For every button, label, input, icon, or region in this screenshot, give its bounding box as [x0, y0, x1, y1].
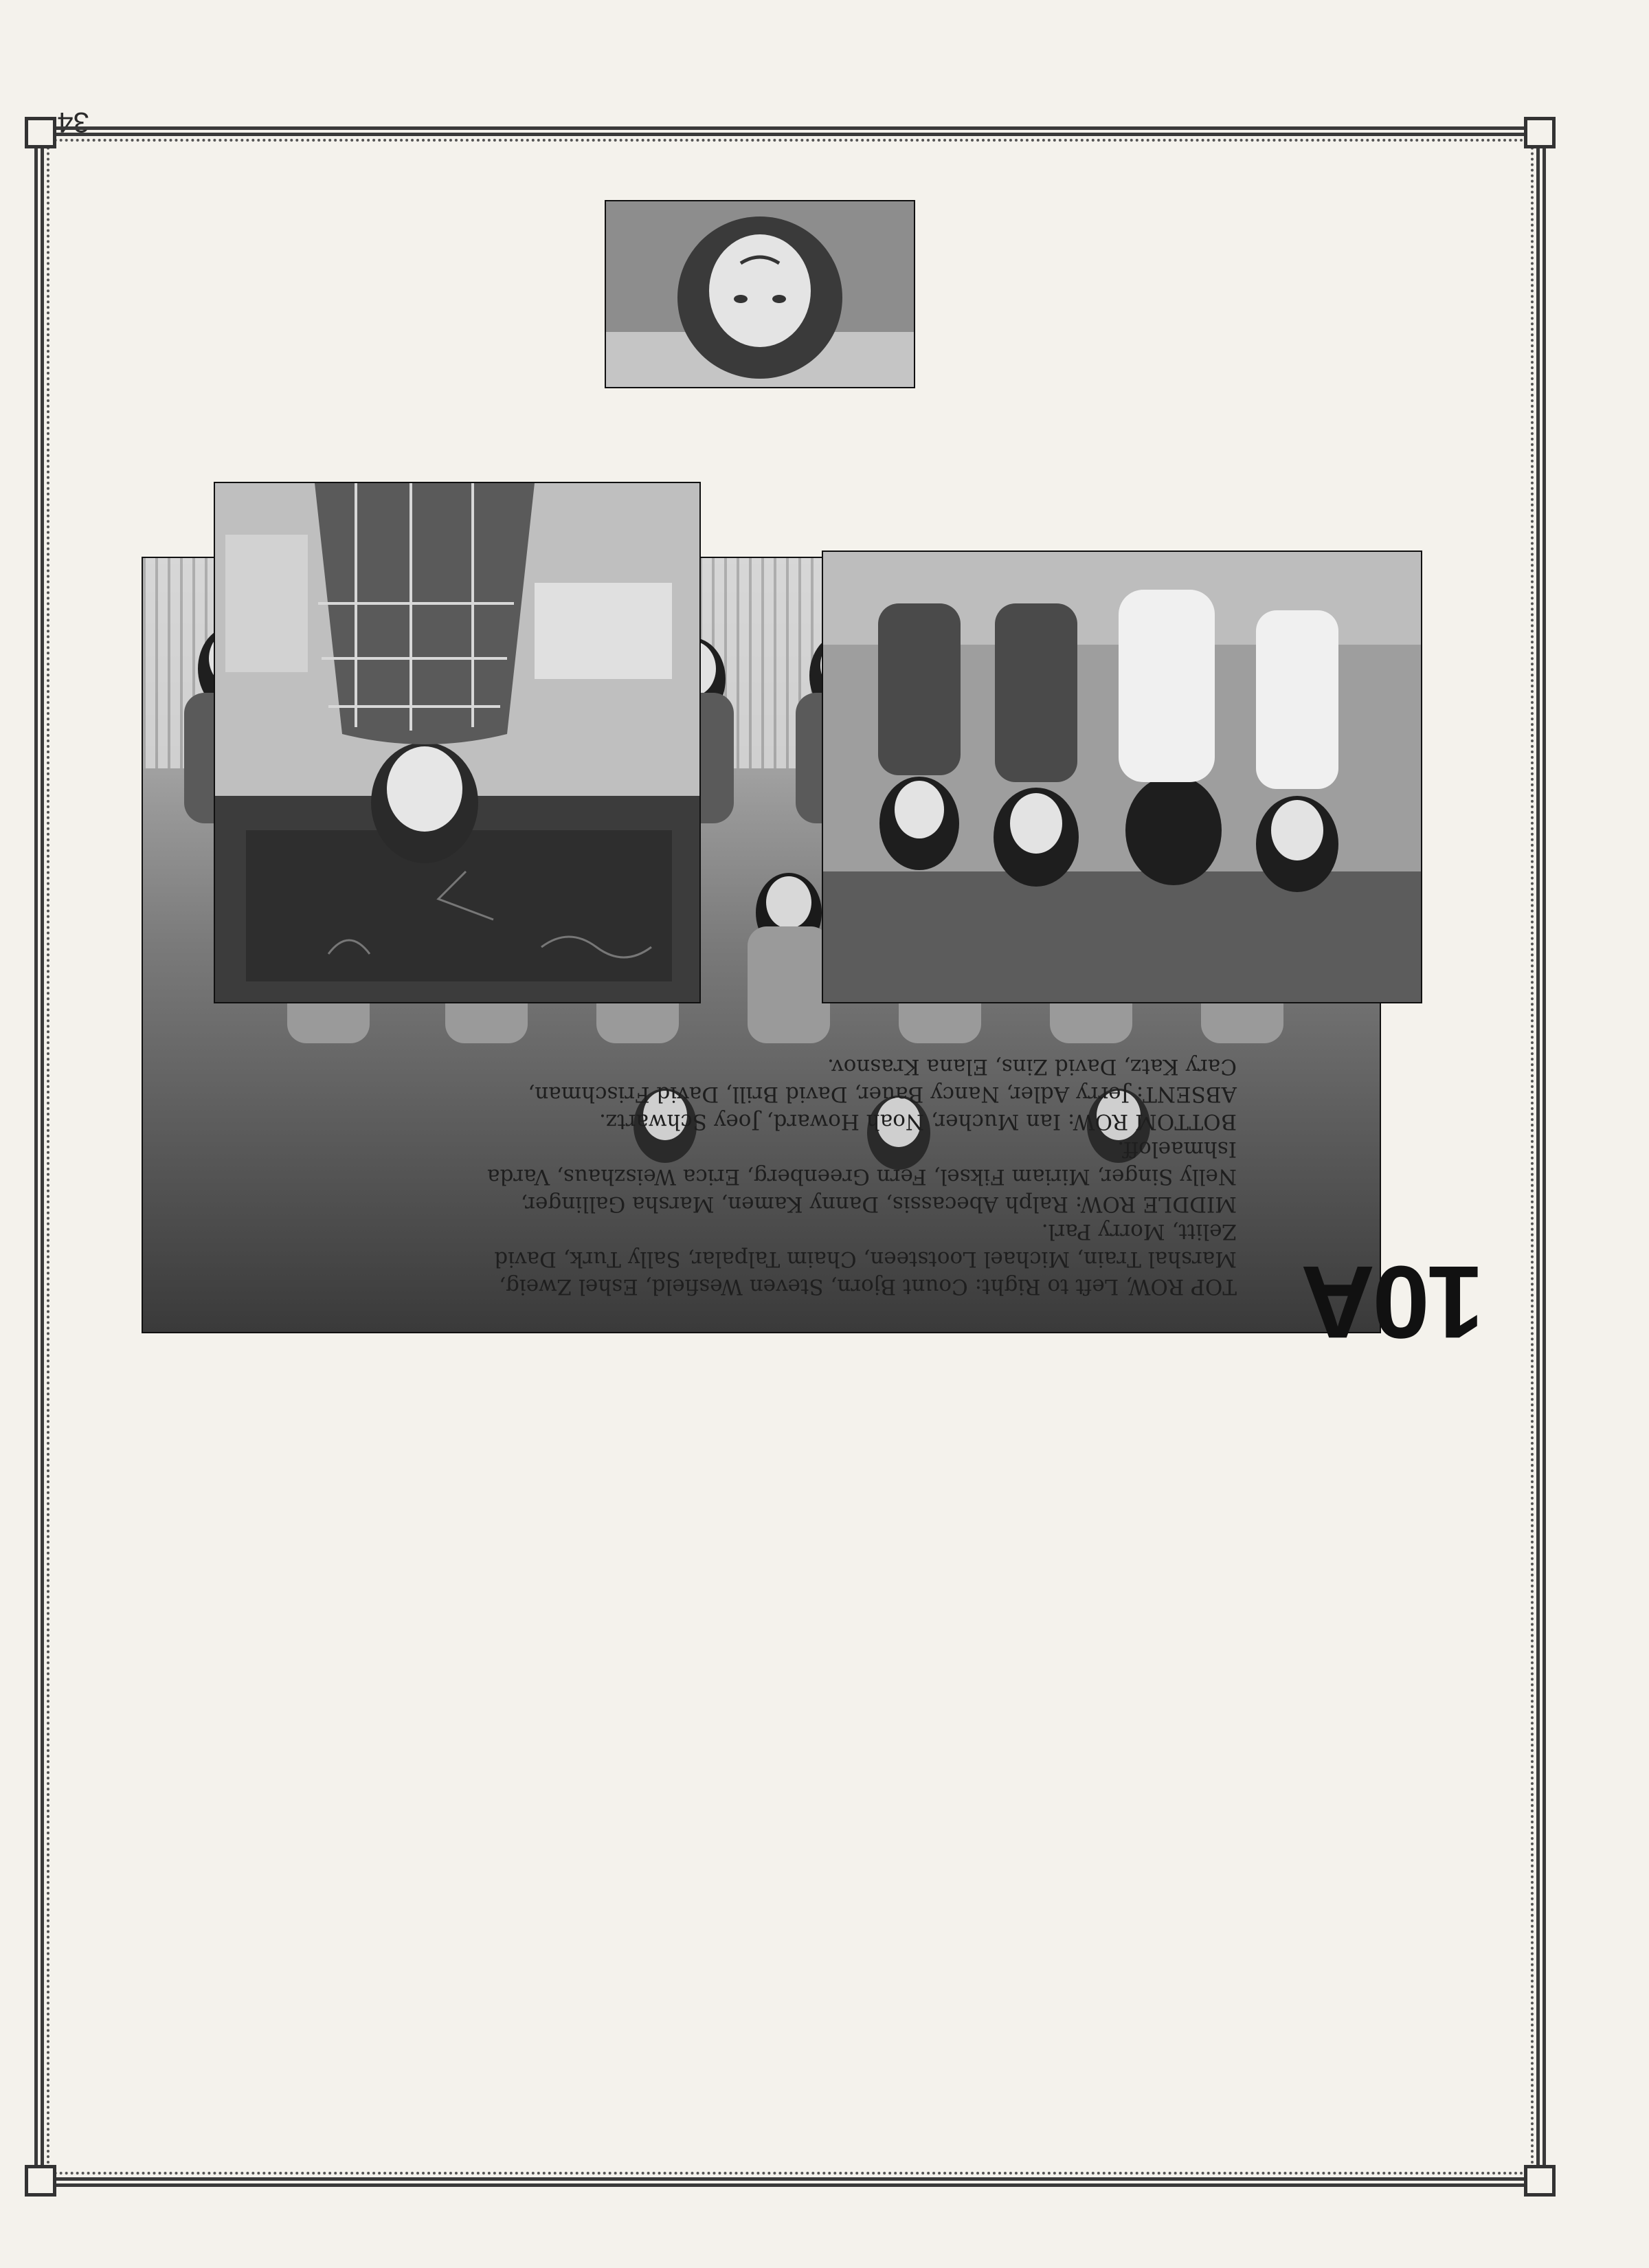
border-corner-ornament — [1524, 117, 1556, 148]
photo-caption — [481, 1053, 1237, 1300]
teacher-at-chalkboard-photo — [214, 482, 701, 1003]
border-corner-ornament — [25, 2165, 56, 2197]
caption-top-row: TOP ROW, Left to Right: Count Bjorn, Steven Wesfield, Eshel Zweig, Marshal Train, Michael Lootsteen, Chaim Talpalar, Sally Turk, David Zelitt, Morry Parl. — [494, 1219, 1237, 1299]
class-section-title: 10A — [1303, 1245, 1484, 1360]
border-corner-ornament — [1524, 2165, 1556, 2197]
caption-middle-row: MIDDLE ROW: Ralph Abecassis, Danny Kamen, Marsha Gallinger, Nelly Singer, Miriam Fiksel, Fern Greenberg, Erica Weiszhaus, Varda Ishmaeloff. — [487, 1137, 1237, 1216]
students-in-hallway-photo — [822, 551, 1422, 1003]
student-portrait-photo — [605, 200, 915, 388]
students-in-hallway-image — [823, 552, 1421, 1002]
border-corner-ornament — [25, 117, 56, 148]
caption-absent: ABSENT: Jerry Adler, Nancy Bauer, David Brill, David Frischman, Cary Katz, David Zins, Elana Krasnov. — [528, 1054, 1237, 1107]
teacher-at-chalkboard-image — [215, 483, 699, 1002]
student-portrait-image — [606, 201, 914, 387]
page-number: 34 — [57, 107, 89, 139]
caption-bottom-row: BOTTOM ROW: Ian Mucher, Noah Howard, Joey Schwartz. — [598, 1109, 1237, 1134]
